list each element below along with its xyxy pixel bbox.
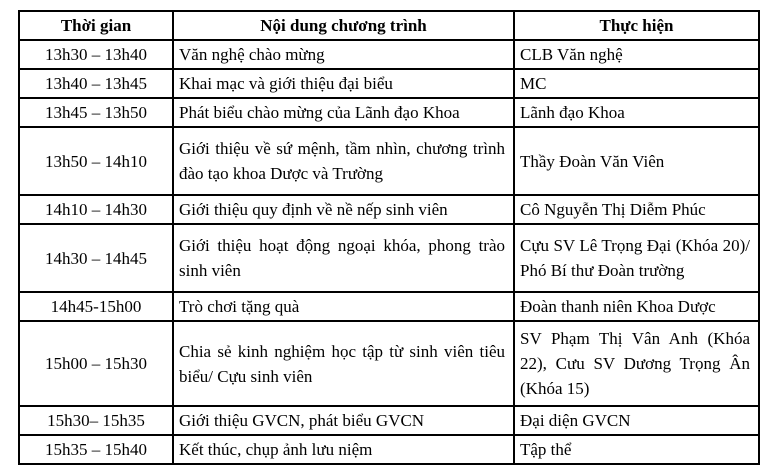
time-cell: 14h30 – 14h45 xyxy=(19,224,173,292)
performer-cell: Đại diện GVCN xyxy=(514,406,759,435)
time-cell: 15h00 – 15h30 xyxy=(19,321,173,406)
content-cell: Khai mạc và giới thiệu đại biểu xyxy=(173,69,514,98)
performer-cell: CLB Văn nghệ xyxy=(514,40,759,69)
content-cell: Giới thiệu quy định về nề nếp sinh viên xyxy=(173,195,514,224)
performer-cell: Cô Nguyễn Thị Diễm Phúc xyxy=(514,195,759,224)
content-cell: Trò chơi tặng quà xyxy=(173,292,514,321)
table-row xyxy=(19,321,759,406)
table-row xyxy=(19,406,759,435)
content-cell: Giới thiệu về sứ mệnh, tầm nhìn, chương trình đào tạo khoa Dược và Trường xyxy=(173,127,514,195)
time-cell: 13h50 – 14h10 xyxy=(19,127,173,195)
table-row xyxy=(19,127,759,195)
performer-cell: SV Phạm Thị Vân Anh (Khóa 22), Cưu SV Dương Trọng Ân (Khóa 15) xyxy=(514,321,759,406)
performer-cell: Tập thể xyxy=(514,435,759,464)
content-cell: Giới thiệu GVCN, phát biểu GVCN xyxy=(173,406,514,435)
header-time: Thời gian xyxy=(19,11,173,40)
header-content: Nội dung chương trình xyxy=(173,11,514,40)
time-cell: 14h10 – 14h30 xyxy=(19,195,173,224)
table-row xyxy=(19,292,759,321)
time-cell: 15h30– 15h35 xyxy=(19,406,173,435)
content-cell: Giới thiệu hoạt động ngoại khóa, phong trào sinh viên xyxy=(173,224,514,292)
content-cell: Phát biểu chào mừng của Lãnh đạo Khoa xyxy=(173,98,514,127)
performer-cell: Lãnh đạo Khoa xyxy=(514,98,759,127)
performer-cell: Cựu SV Lê Trọng Đại (Khóa 20)/ Phó Bí thư Đoàn trường xyxy=(514,224,759,292)
table-row xyxy=(19,40,759,69)
table-header-row xyxy=(19,11,759,40)
time-cell: 14h45-15h00 xyxy=(19,292,173,321)
content-cell: Kết thúc, chụp ảnh lưu niệm xyxy=(173,435,514,464)
table-row xyxy=(19,195,759,224)
performer-cell: Đoàn thanh niên Khoa Dược xyxy=(514,292,759,321)
header-performer: Thực hiện xyxy=(514,11,759,40)
time-cell: 15h35 – 15h40 xyxy=(19,435,173,464)
time-cell: 13h40 – 13h45 xyxy=(19,69,173,98)
content-cell: Văn nghệ chào mừng xyxy=(173,40,514,69)
table-row xyxy=(19,224,759,292)
table-row xyxy=(19,69,759,98)
table-row xyxy=(19,98,759,127)
performer-cell: Thầy Đoàn Văn Viên xyxy=(514,127,759,195)
content-cell: Chia sẻ kinh nghiệm học tập từ sinh viên tiêu biểu/ Cựu sinh viên xyxy=(173,321,514,406)
table-row xyxy=(19,435,759,464)
time-cell: 13h45 – 13h50 xyxy=(19,98,173,127)
program-schedule-table xyxy=(18,10,760,465)
performer-cell: MC xyxy=(514,69,759,98)
time-cell: 13h30 – 13h40 xyxy=(19,40,173,69)
